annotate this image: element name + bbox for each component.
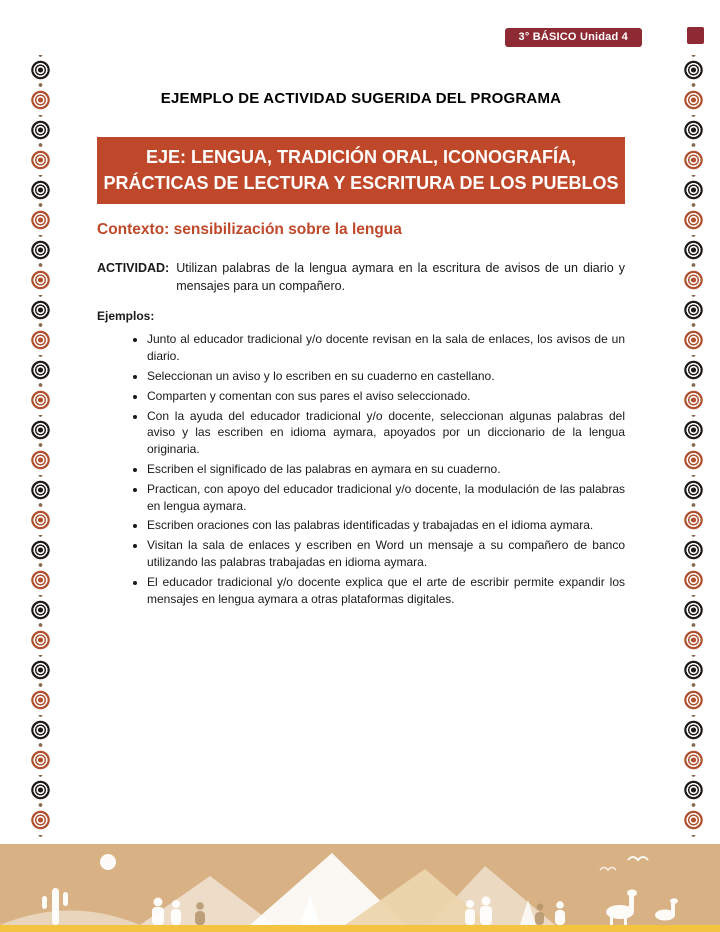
example-bullet: • Seleccionan un aviso y lo escriben en su cuaderno en castellano. [147, 368, 625, 385]
example-bullet: • El educador tradicional y/o docente explica que el arte de escribir permite expandir los mensajes en lengua aymara a otras plataformas digitales. [147, 574, 625, 608]
page-title: EJEMPLO DE ACTIVIDAD SUGERIDA DEL PROGRAMA [160, 90, 562, 107]
left-ornament-border [30, 55, 51, 840]
andean-landscape-art [0, 844, 720, 925]
example-bullet: • Escriben el significado de las palabras en aymara en su cuaderno. [147, 461, 625, 478]
examples-list [97, 331, 625, 607]
corner-square [687, 27, 704, 44]
page-content [97, 0, 625, 610]
eje-banner [97, 137, 625, 204]
example-bullet: • Visitan la sala de enlaces y escriben en Word un mensaje a su compañero de banco utilizando las palabras trabajadas en idioma aymara. [147, 537, 625, 571]
bottom-yellow-bar [0, 925, 720, 932]
activity-label: ACTIVIDAD: [97, 261, 170, 276]
eje-banner-line2: PRÁCTICAS DE LECTURA Y ESCRITURA DE LOS PUEBLOS [103, 172, 619, 193]
examples-label: Ejemplos: [97, 309, 155, 324]
unit-badge: 3° BÁSICO Unidad 4 [505, 28, 642, 47]
right-ornament-border [683, 55, 704, 840]
example-bullet: • Comparten y comentan con sus pares el aviso seleccionado. [147, 388, 625, 405]
activity-paragraph [97, 259, 625, 295]
example-bullet: • Escriben oraciones con las palabras identificadas y trabajadas en el idioma aymara. [147, 517, 625, 534]
footer-illustration [0, 844, 720, 925]
example-bullet: • Practican, con apoyo del educador tradicional y/o docente, la modulación de las palabras en lengua aymara. [147, 481, 625, 515]
example-bullet: • Con la ayuda del educador tradicional y/o docente, seleccionan algunas palabras del aviso y las escriben en idioma aymara, apoyados por un diccionario de la lengua originaria. [147, 408, 625, 458]
context-heading: Contexto: sensibilización sobre la lengua [97, 221, 402, 239]
eje-banner-line1: EJE: LENGUA, TRADICIÓN ORAL, ICONOGRAFÍA, [145, 147, 576, 167]
example-bullet: • Junto al educador tradicional y/o docente revisan en la sala de enlaces, los avisos de un diario. [147, 331, 625, 365]
activity-text: Utilizan palabras de la lengua aymara en la escritura de avisos de un diario y mensajes para un compañero. [176, 261, 625, 294]
